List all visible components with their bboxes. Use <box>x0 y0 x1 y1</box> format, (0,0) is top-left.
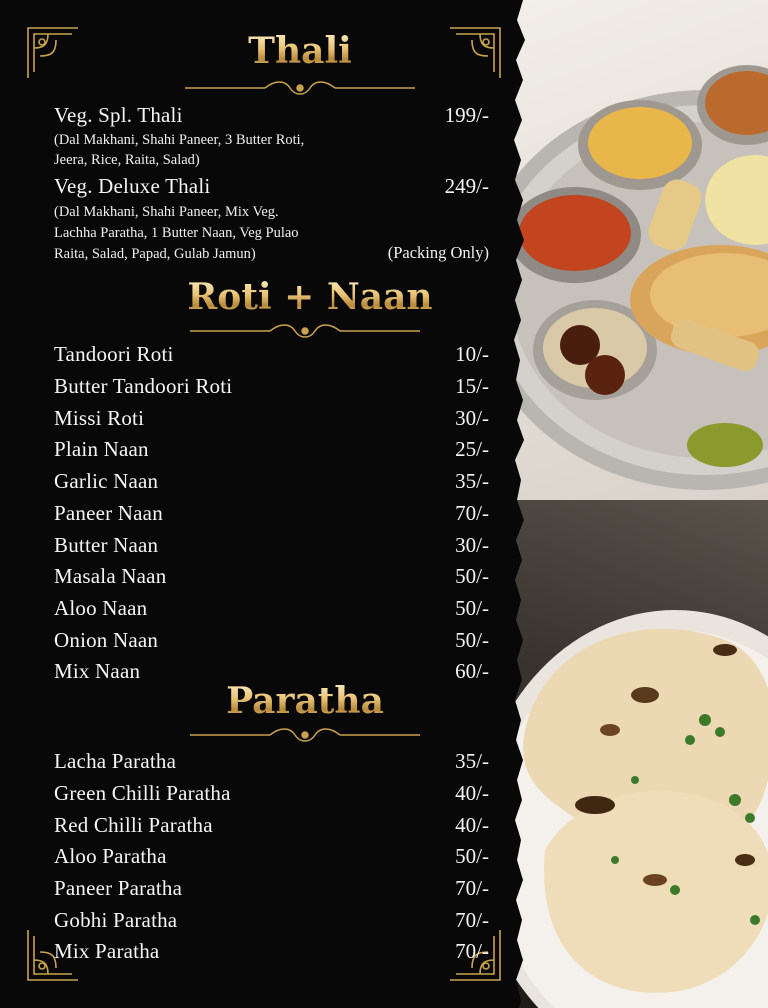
menu-item-price: 70/- <box>455 501 489 525</box>
menu-item-price: 50/- <box>455 628 489 652</box>
menu-item-description: (Dal Makhani, Shahi Paneer, 3 Butter Roti, <box>54 132 305 148</box>
section-title-paratha: Paratha <box>200 680 410 722</box>
menu-item-name: Missi Roti <box>54 406 145 430</box>
food-photo-panel <box>505 0 768 1008</box>
menu-item-price: 70/- <box>455 908 489 932</box>
menu-item-name: Green Chilli Paratha <box>54 781 231 805</box>
menu-item-name: Onion Naan <box>54 628 159 652</box>
menu-item-name: Masala Naan <box>54 564 167 588</box>
menu-item-name: Butter Tandoori Roti <box>54 374 233 398</box>
menu-item-price: 35/- <box>455 749 489 773</box>
menu-item-description: (Dal Makhani, Shahi Paneer, Mix Veg. <box>54 204 279 220</box>
section-title-thali: Thali <box>200 30 400 72</box>
menu-item-name: Garlic Naan <box>54 469 159 493</box>
menu-item-price: 25/- <box>455 437 489 461</box>
menu-item-price: 50/- <box>455 844 489 868</box>
menu-item-name: Lacha Paratha <box>54 749 177 773</box>
naan-plate-illustration <box>505 500 768 1008</box>
menu-item-description: Jeera, Rice, Raita, Salad) <box>54 152 200 168</box>
menu-item-price: 10/- <box>455 342 489 366</box>
menu-item-name: Aloo Paratha <box>54 844 167 868</box>
menu-item-price: 40/- <box>455 781 489 805</box>
flourish-divider-icon <box>185 78 415 98</box>
menu-item-price: 70/- <box>455 876 489 900</box>
menu-item-price: 15/- <box>455 374 489 398</box>
menu-item-name: Plain Naan <box>54 437 149 461</box>
menu-item-name: Veg. Deluxe Thali <box>54 174 211 198</box>
menu-item-name: Aloo Naan <box>54 596 148 620</box>
menu-item-price: 60/- <box>455 659 489 683</box>
menu-item-name: Mix Paratha <box>54 939 160 963</box>
corner-ornament-icon <box>26 26 80 80</box>
flourish-divider-icon <box>190 321 420 341</box>
menu-item-price: 30/- <box>455 406 489 430</box>
menu-item-name: Red Chilli Paratha <box>54 813 213 837</box>
menu-item-price: 50/- <box>455 596 489 620</box>
menu-item-price: 50/- <box>455 564 489 588</box>
menu-item-name: Veg. Spl. Thali <box>54 103 183 127</box>
menu-item-name: Mix Naan <box>54 659 141 683</box>
menu-item-name: Paneer Paratha <box>54 876 183 900</box>
menu-item-price: 30/- <box>455 533 489 557</box>
menu-item-price: 249/- <box>444 174 489 198</box>
packing-note: (Packing Only) <box>387 243 489 262</box>
menu-item-name: Paneer Naan <box>54 501 163 525</box>
section-title-roti-naan: Roti + Naan <box>160 276 460 318</box>
menu-item-price: 40/- <box>455 813 489 837</box>
menu-item-description: Lachha Paratha, 1 Butter Naan, Veg Pulao <box>54 225 299 241</box>
menu-item-description: Raita, Salad, Papad, Gulab Jamun) <box>54 246 256 262</box>
menu-item-name: Butter Naan <box>54 533 159 557</box>
thali-plate-illustration <box>505 0 768 505</box>
menu-item-price: 70/- <box>455 939 489 963</box>
menu-item-price: 35/- <box>455 469 489 493</box>
menu-item-name: Gobhi Paratha <box>54 908 178 932</box>
corner-ornament-icon <box>448 26 502 80</box>
menu-item-price: 199/- <box>444 103 489 127</box>
thali-photo <box>505 0 768 505</box>
menu-item-name: Tandoori Roti <box>54 342 174 366</box>
flourish-divider-icon <box>190 725 420 745</box>
naan-photo <box>505 500 768 1008</box>
torn-edge-decoration <box>505 0 535 1008</box>
